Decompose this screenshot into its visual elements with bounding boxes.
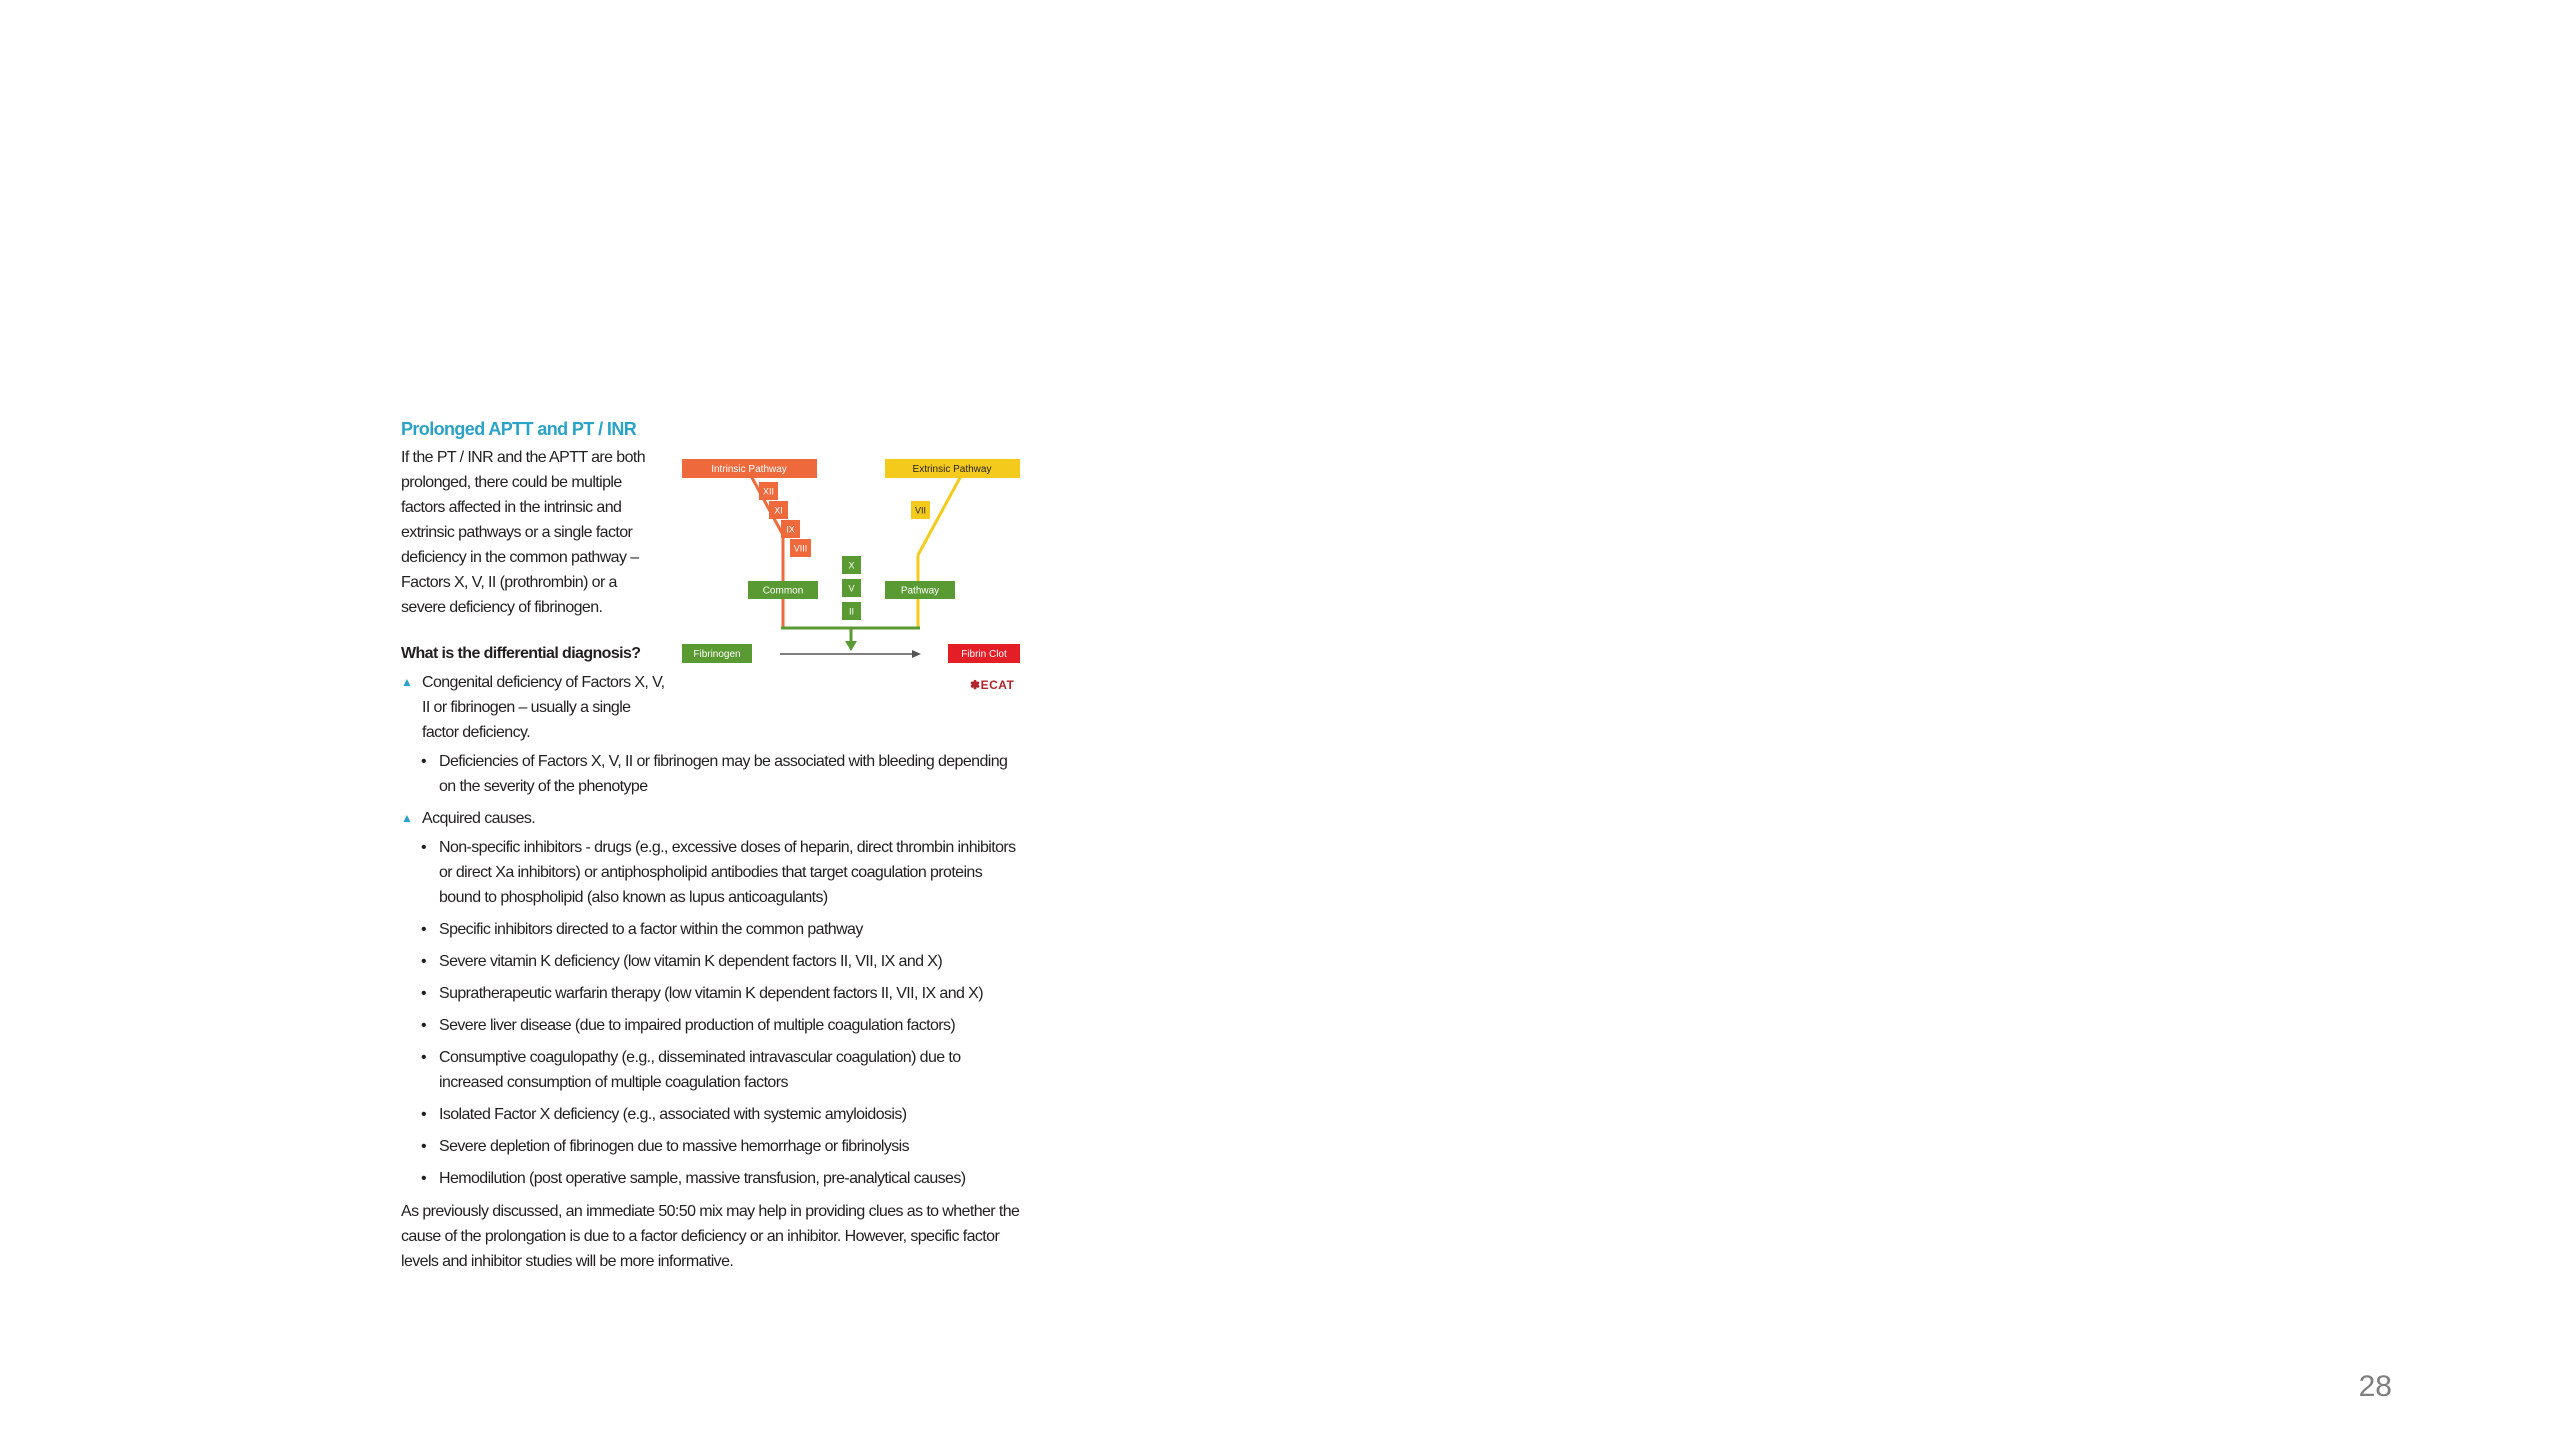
bullet-icon: • [421,839,427,856]
fibrin-clot-label: Fibrin Clot [961,649,1007,660]
sub-list-item [401,949,1019,974]
sub-list-item [401,1102,1019,1127]
bullet-icon: • [421,1170,427,1187]
sub-list-item [401,835,1019,910]
sub-list-item [401,1045,1019,1095]
sub-list-item-text: Specific inhibitors directed to a factor within the common pathway [439,921,863,938]
sub-list-item-text: Supratherapeutic warfarin therapy (low vitamin K dependent factors II, VII, IX and X) [439,985,983,1002]
sub-list-item [401,981,1019,1006]
sub-list-item [401,917,1019,942]
bullet-icon: • [421,1017,427,1034]
arrow-right-icon [912,650,921,658]
sub-list-item-text: Deficiencies of Factors X, V, II or fibrinogen may be associated with bleeding depending on the severity of the phenotype [439,753,1008,795]
bullet-icon: • [421,953,427,970]
bullet-icon: • [421,921,427,938]
factor-xi-label: XI [774,505,783,516]
coagulation-diagram [680,455,1020,700]
bullet-icon: • [421,753,427,770]
factor-viii-label: VIII [793,543,808,554]
factor-ix-label: IX [786,524,795,535]
sub-list-item-text: Consumptive coagulopathy (e.g., disseminated intravascular coagulation) due to increased consumption of multiple coagulation factors [439,1049,961,1091]
fibrinogen-label: Fibrinogen [693,649,741,660]
ecat-logo [970,678,1014,692]
list-item-acquired [401,806,1021,831]
sub-list-item-text: Isolated Factor X deficiency (e.g., associated with systemic amyloidosis) [439,1106,907,1123]
closing-paragraph: As previously discussed, an immediate 50:50 mix may help in providing clues as to whether the cause of the prolongation is due to a factor deficiency or an inhibitor. However, specific factor levels and inhibitor studies will be more informative. [401,1203,1020,1270]
sub-list-item [401,1166,1019,1191]
ecat-logo-text: ECAT [980,678,1015,692]
pathway-label: Pathway [900,585,940,597]
arrow-down-icon [845,641,857,651]
sub-list-item [401,1013,1019,1038]
factor-v-label: V [848,583,855,594]
factor-vii-label: VII [914,505,927,516]
list-item-label: Acquired causes. [422,810,536,827]
sub-list-item-text: Severe liver disease (due to impaired production of multiple coagulation factors) [439,1017,956,1034]
page-number: 28 [2358,1370,2392,1403]
factor-ii-label: II [848,606,855,617]
page-title: Prolonged APTT and PT / INR [401,419,637,439]
triangle-bullet-icon: ▲ [401,675,413,689]
factor-xii-label: XII [762,486,775,497]
factor-x-label: X [848,560,855,571]
sub-list-item [401,1134,1019,1159]
intro-paragraph: If the PT / INR and the APTT are both prolonged, there could be multiple factors affected in the intrinsic and extrinsic pathways or a single factor deficiency in the common pathway – Factors X, V, II (prothrombin) or a severe deficiency of fibrinogen. [401,449,646,616]
sub-list-item-text: Hemodilution (post operative sample, massive transfusion, pre-analytical causes) [439,1170,966,1187]
extrinsic-pathway-label: Extrinsic Pathway [912,464,992,475]
sub-list-item-text: Non-specific inhibitors - drugs (e.g., excessive doses of heparin, direct thrombin inhibitors or direct Xa inhibitors) or antiphospholipid antibodies that target coagulation proteins bound to phospholipid (also known as lupus anticoagulants) [439,839,1016,906]
bullet-icon: • [421,985,427,1002]
sub-list-item-text: Severe depletion of fibrinogen due to massive hemorrhage or fibrinolysis [439,1138,909,1155]
bullet-icon: • [421,1106,427,1123]
sub-list-item-text: Severe vitamin K deficiency (low vitamin K dependent factors II, VII, IX and X) [439,953,943,970]
common-label: Common [762,585,804,597]
intrinsic-pathway-label: Intrinsic Pathway [711,464,787,475]
list-item-label: Congenital deficiency of Factors X, V, II or fibrinogen – usually a single factor deficiency. [422,674,665,741]
section-heading: What is the differential diagnosis? [401,645,641,662]
bullet-icon: • [421,1049,427,1066]
bullet-icon: • [421,1138,427,1155]
triangle-bullet-icon: ▲ [401,811,413,825]
ecat-logo-icon: ✽ [970,678,981,692]
list-item-congenital [401,670,670,745]
sub-list-item [401,749,1019,799]
